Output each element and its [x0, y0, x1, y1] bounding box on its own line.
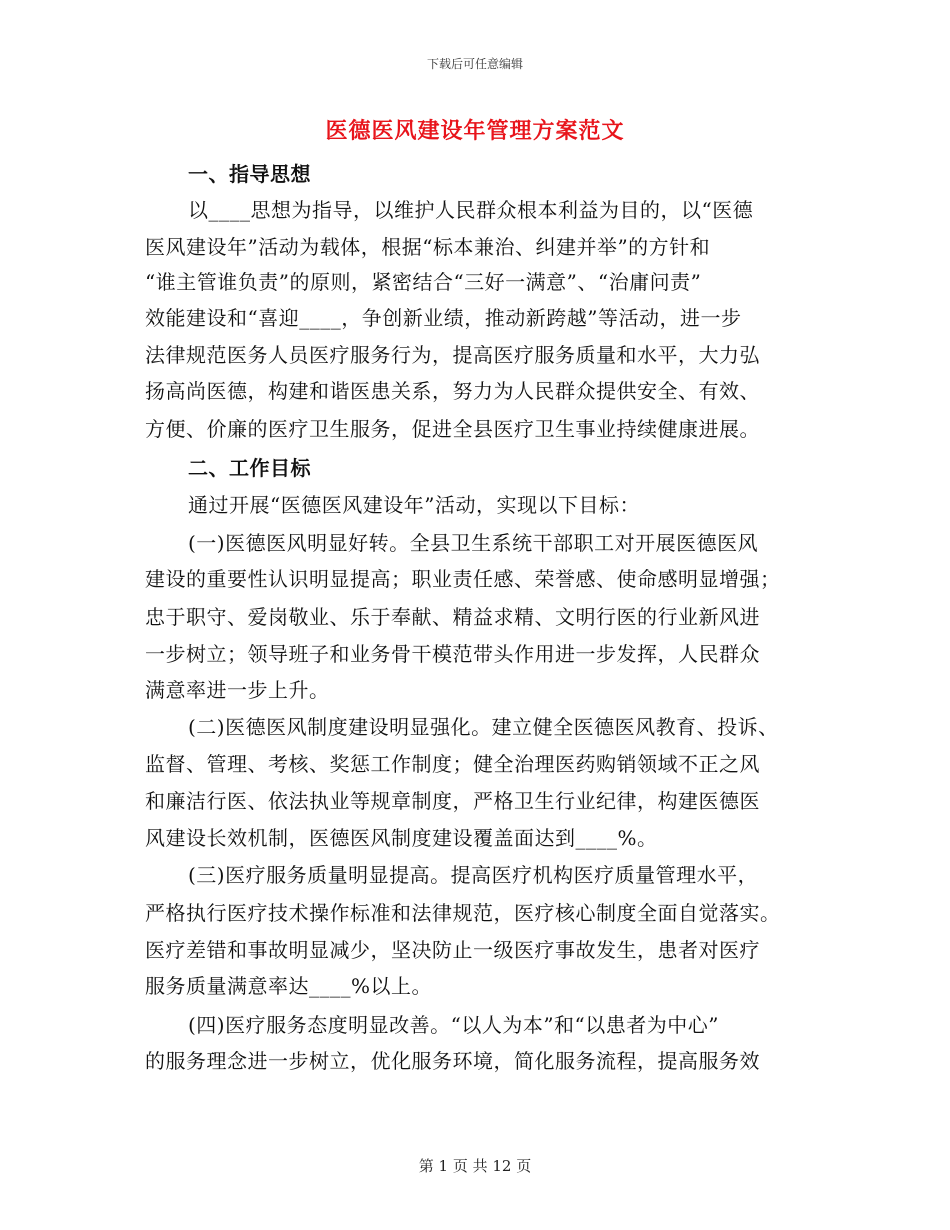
- paragraph-line: 监督、管理、考核、奖惩工作制度；健全治理医药购销领域不正之风: [145, 752, 760, 776]
- paragraph-line: 一步树立；领导班子和业务骨干模范带头作用进一步发挥，人民群众: [145, 642, 760, 666]
- paragraph-line: 严格执行医疗技术操作标准和法律规范，医疗核心制度全面自觉落实。: [145, 901, 781, 925]
- paragraph-line: 法律规范医务人员医疗服务行为，提高医疗服务质量和水平，大力弘: [145, 343, 760, 367]
- section-heading-work-goals: 二、工作目标: [188, 456, 311, 480]
- paragraph-line: 忠于职守、爱岗敬业、乐于奉献、精益求精、文明行医的行业新风进: [145, 605, 760, 629]
- section-heading-guiding-ideology: 一、指导思想: [188, 162, 311, 186]
- page-footer: 第 1 页 共 12 页: [418, 1157, 532, 1175]
- paragraph-line: 医疗差错和事故明显减少，坚决防止一级医疗事故发生，患者对医疗: [145, 938, 760, 962]
- paragraph-line: “谁主管谁负责”的原则，紧密结合“三好一满意”、“治庸问责”: [145, 270, 702, 294]
- paragraph-line: (四)医疗服务态度明显改善。“以人为本”和“以患者为中心”: [188, 1013, 720, 1037]
- paragraph-line: 以____思想为指导，以维护人民群众根本利益为目的，以“医德: [188, 198, 754, 222]
- paragraph-line: 扬高尚医德，构建和谐医患关系，努力为人民群众提供安全、有效、: [145, 379, 760, 403]
- paragraph-line: 建设的重要性认识明显提高；职业责任感、荣誉感、使命感明显增强；: [145, 567, 781, 591]
- paragraph-line: 通过开展“医德医风建设年”活动，实现以下目标：: [188, 493, 640, 517]
- paragraph-line: 和廉洁行医、依法执业等规章制度，严格卫生行业纪律，构建医德医: [145, 789, 760, 813]
- paragraph-line: 方便、价廉的医疗卫生服务，促进全县医疗卫生事业持续健康进展。: [145, 417, 760, 441]
- paragraph-line: (一)医德医风明显好转。全县卫生系统干部职工对开展医德医风: [188, 531, 759, 555]
- document-title: 医德医风建设年管理方案范文: [325, 118, 625, 144]
- header-note: 下载后可任意编辑: [426, 57, 523, 71]
- paragraph-line: 风建设长效机制，医德医风制度建设覆盖面达到____%。: [145, 826, 658, 850]
- paragraph-line: (二)医德医风制度建设明显强化。建立健全医德医风教育、投诉、: [188, 715, 779, 739]
- paragraph-line: 的服务理念进一步树立，优化服务环境，简化服务流程，提高服务效: [145, 1049, 760, 1073]
- paragraph-line: 满意率进一步上升。: [145, 678, 330, 702]
- paragraph-line: 医风建设年”活动为载体，根据“标本兼治、纠建并举”的方针和: [145, 235, 711, 259]
- paragraph-line: 服务质量满意率达____%以上。: [145, 974, 433, 998]
- paragraph-line: 效能建设和“喜迎____，争创新业绩，推动新跨越”等活动，进一步: [145, 306, 742, 330]
- paragraph-line: (三)医疗服务质量明显提高。提高医疗机构医疗质量管理水平，: [188, 863, 759, 887]
